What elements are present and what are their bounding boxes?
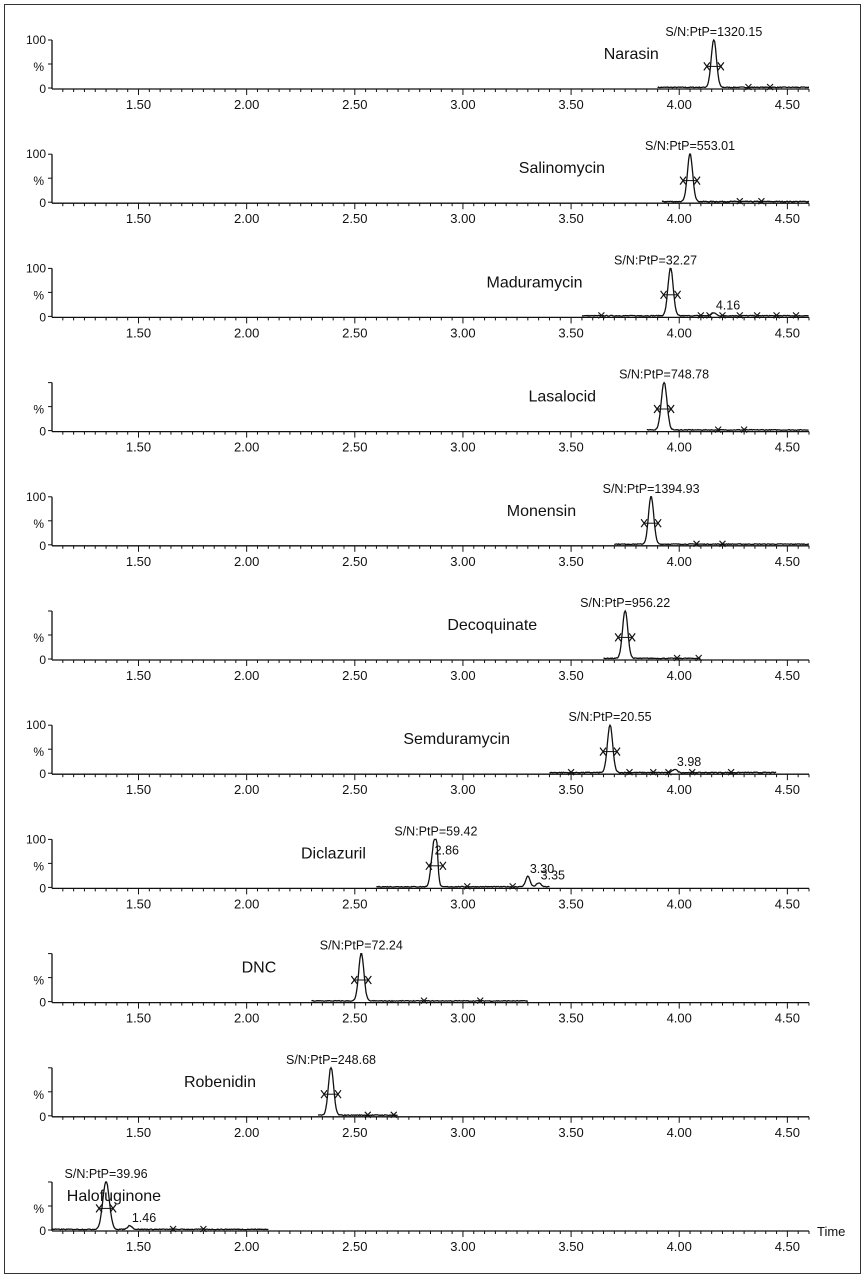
x-tick-label: 4.50 bbox=[774, 439, 801, 455]
chromatogram-panel-dnc bbox=[33, 939, 809, 1026]
x-tick-label: 4.00 bbox=[666, 439, 692, 455]
y-tick-label-0: 0 bbox=[39, 653, 46, 667]
x-tick-label: 4.50 bbox=[774, 1124, 801, 1140]
x-tick-label: 2.00 bbox=[234, 896, 260, 912]
compound-name: Diclazuril bbox=[301, 845, 366, 863]
y-axis-label-percent: % bbox=[33, 288, 44, 303]
y-tick-label-0: 0 bbox=[39, 538, 46, 553]
y-tick-label-100: 100 bbox=[25, 33, 46, 47]
chromatogram-panel-salinomycin bbox=[26, 139, 809, 226]
x-tick-label: 2.50 bbox=[342, 1010, 368, 1026]
x-tick-label: 2.00 bbox=[234, 553, 260, 569]
y-axis-label-percent: % bbox=[33, 60, 44, 74]
peak-annotation: 4.16 bbox=[715, 298, 741, 313]
chromatogram-trace bbox=[658, 40, 809, 88]
signal-to-noise-label: S/N:PtP=553.01 bbox=[645, 139, 736, 154]
compound-name: Robenidin bbox=[183, 1073, 257, 1091]
chromatogram-panel-narasin bbox=[26, 25, 809, 112]
peak-annotation: 3.35 bbox=[540, 868, 565, 883]
chromatogram-trace bbox=[318, 1068, 398, 1116]
x-tick-label: 2.50 bbox=[342, 896, 368, 912]
chromatogram-trace bbox=[550, 725, 777, 773]
signal-to-noise-label: S/N:PtP=39.96 bbox=[64, 1167, 148, 1181]
x-tick-label: 1.50 bbox=[125, 1239, 152, 1254]
signal-to-noise-label: S/N:PtP=1394.93 bbox=[602, 481, 700, 496]
x-tick-label: 3.50 bbox=[558, 97, 584, 112]
x-tick-label: 4.00 bbox=[666, 782, 692, 798]
x-tick-label: 4.00 bbox=[666, 668, 692, 683]
signal-to-noise-label: S/N:PtP=1320.15 bbox=[665, 25, 763, 39]
y-axis-label-percent: % bbox=[33, 516, 44, 531]
y-tick-label-100: 100 bbox=[25, 147, 46, 162]
x-tick-label: 2.00 bbox=[234, 1124, 260, 1140]
chromatogram-trace bbox=[647, 383, 809, 431]
compound-name: Monensin bbox=[506, 502, 577, 520]
x-tick-label: 4.00 bbox=[666, 211, 692, 227]
y-axis-label-percent: % bbox=[33, 402, 44, 417]
x-tick-label: 4.50 bbox=[774, 668, 801, 683]
x-tick-label: 4.50 bbox=[774, 896, 801, 912]
y-tick-label-0: 0 bbox=[39, 881, 46, 896]
x-tick-label: 2.50 bbox=[342, 97, 368, 112]
x-tick-label: 3.50 bbox=[558, 668, 584, 683]
x-tick-label: 4.50 bbox=[774, 325, 801, 341]
signal-to-noise-label: S/N:PtP=248.68 bbox=[286, 1052, 377, 1067]
x-tick-label: 4.50 bbox=[774, 97, 801, 112]
x-tick-label: 4.50 bbox=[774, 1239, 801, 1254]
signal-to-noise-label: S/N:PtP=72.24 bbox=[319, 938, 403, 953]
x-tick-label: 2.50 bbox=[342, 782, 368, 798]
x-tick-label: 1.50 bbox=[125, 896, 152, 912]
x-tick-label: 4.00 bbox=[666, 97, 692, 112]
chromatogram-panel-diclazuril bbox=[26, 824, 809, 911]
peak-annotation: 3.98 bbox=[676, 754, 702, 769]
x-tick-label: 3.00 bbox=[450, 668, 476, 683]
x-tick-label: 4.50 bbox=[774, 1010, 801, 1026]
x-tick-label: 3.00 bbox=[450, 553, 476, 569]
y-tick-label-0: 0 bbox=[39, 995, 46, 1010]
x-tick-label: 3.50 bbox=[558, 439, 584, 455]
x-axis-title: Time bbox=[817, 1224, 846, 1239]
x-tick-label: 1.50 bbox=[125, 97, 152, 112]
peak-annotation: 2.86 bbox=[434, 843, 460, 858]
compound-name: Decoquinate bbox=[447, 617, 538, 634]
x-tick-label: 4.00 bbox=[666, 553, 692, 569]
x-tick-label: 4.00 bbox=[666, 1239, 692, 1254]
x-tick-label: 4.00 bbox=[666, 896, 692, 912]
x-tick-label: 2.00 bbox=[234, 1010, 260, 1026]
y-axis-label-percent: % bbox=[33, 1087, 44, 1102]
chromatogram-trace bbox=[662, 154, 809, 202]
x-tick-label: 2.00 bbox=[234, 211, 260, 227]
x-tick-label: 4.50 bbox=[774, 553, 801, 569]
x-tick-label: 4.50 bbox=[774, 782, 801, 798]
x-tick-label: 3.50 bbox=[558, 1010, 584, 1026]
x-tick-label: 2.50 bbox=[342, 1124, 368, 1140]
compound-name: DNC bbox=[241, 959, 277, 977]
x-tick-label: 2.00 bbox=[234, 439, 260, 455]
x-tick-label: 4.00 bbox=[666, 1124, 692, 1140]
x-tick-label: 1.50 bbox=[125, 325, 152, 341]
y-axis-label-percent: % bbox=[33, 174, 44, 189]
chromatogram-trace bbox=[604, 611, 701, 659]
x-tick-label: 2.50 bbox=[342, 325, 368, 341]
signal-to-noise-label: S/N:PtP=59.42 bbox=[394, 824, 478, 839]
chromatogram-panel-lasalocid bbox=[33, 368, 809, 455]
y-tick-label-100: 100 bbox=[25, 261, 46, 276]
signal-to-noise-label: S/N:PtP=20.55 bbox=[568, 710, 652, 725]
x-tick-label: 2.50 bbox=[342, 1239, 368, 1254]
x-tick-label: 3.00 bbox=[450, 439, 476, 455]
compound-name: Maduramycin bbox=[486, 274, 583, 292]
signal-to-noise-label: S/N:PtP=32.27 bbox=[614, 253, 698, 268]
x-tick-label: 2.50 bbox=[342, 211, 368, 227]
peak-annotation: 3.30 bbox=[529, 861, 555, 876]
chromatogram-panel-semduramycin bbox=[26, 710, 809, 797]
y-tick-label-0: 0 bbox=[39, 424, 46, 439]
y-tick-label-0: 0 bbox=[39, 196, 46, 211]
x-tick-label: 2.00 bbox=[234, 668, 260, 683]
chromatogram-panel-halofuginone bbox=[33, 1167, 809, 1254]
y-tick-label-0: 0 bbox=[39, 82, 46, 96]
x-tick-label: 1.50 bbox=[125, 1124, 152, 1140]
x-tick-label: 1.50 bbox=[125, 439, 152, 455]
y-axis-label-percent: % bbox=[33, 745, 44, 760]
x-tick-label: 1.50 bbox=[125, 1010, 152, 1026]
x-tick-label: 4.00 bbox=[666, 325, 692, 341]
signal-to-noise-label: S/N:PtP=748.78 bbox=[619, 367, 710, 382]
y-axis-label-percent: % bbox=[33, 631, 44, 645]
x-tick-label: 3.50 bbox=[558, 1124, 584, 1140]
y-axis-label-percent: % bbox=[33, 973, 44, 988]
chromatogram-trace bbox=[312, 954, 528, 1002]
y-tick-label-0: 0 bbox=[39, 1109, 46, 1124]
y-tick-label-100: 100 bbox=[25, 718, 46, 733]
x-tick-label: 3.00 bbox=[450, 325, 476, 341]
x-tick-label: 2.00 bbox=[234, 782, 260, 798]
x-tick-label: 2.50 bbox=[342, 439, 368, 455]
y-tick-label-0: 0 bbox=[39, 1224, 46, 1238]
chromatogram-panel-robenidin bbox=[33, 1053, 809, 1140]
signal-to-noise-label: S/N:PtP=956.22 bbox=[580, 596, 671, 610]
x-tick-label: 3.50 bbox=[558, 1239, 584, 1254]
compound-name: Lasalocid bbox=[528, 388, 597, 406]
x-tick-label: 1.50 bbox=[125, 553, 152, 569]
x-tick-label: 3.50 bbox=[558, 782, 584, 798]
chromatogram-panel-decoquinate bbox=[33, 596, 809, 683]
x-tick-label: 3.00 bbox=[450, 1239, 476, 1254]
compound-name: Semduramycin bbox=[403, 731, 511, 749]
x-tick-label: 2.50 bbox=[342, 668, 368, 683]
compound-name: Narasin bbox=[603, 46, 659, 63]
x-tick-label: 2.00 bbox=[234, 325, 260, 341]
x-tick-label: 2.50 bbox=[342, 553, 368, 569]
x-tick-label: 3.50 bbox=[558, 211, 584, 227]
x-tick-label: 3.00 bbox=[450, 97, 476, 112]
peak-annotation: 1.46 bbox=[131, 1211, 157, 1226]
y-tick-label-0: 0 bbox=[39, 767, 46, 782]
x-tick-label: 3.00 bbox=[450, 896, 476, 912]
y-axis-label-percent: % bbox=[33, 1202, 44, 1216]
x-tick-label: 3.00 bbox=[450, 1124, 476, 1140]
compound-name: Salinomycin bbox=[518, 160, 606, 178]
compound-name: Halofuginone bbox=[66, 1188, 162, 1205]
x-tick-label: 3.00 bbox=[450, 782, 476, 798]
chromatogram-trace bbox=[582, 269, 809, 317]
chromatogram-trace bbox=[376, 839, 549, 887]
x-tick-label: 4.50 bbox=[774, 211, 801, 227]
x-tick-label: 3.00 bbox=[450, 1010, 476, 1026]
x-tick-label: 3.50 bbox=[558, 325, 584, 341]
x-tick-label: 1.50 bbox=[125, 782, 152, 798]
x-tick-label: 3.50 bbox=[558, 896, 584, 912]
x-tick-label: 3.50 bbox=[558, 553, 584, 569]
y-tick-label-100: 100 bbox=[25, 489, 46, 504]
x-tick-label: 2.00 bbox=[234, 1239, 260, 1254]
x-tick-label: 1.50 bbox=[125, 668, 152, 683]
chromatogram-trace bbox=[614, 497, 809, 545]
y-axis-label-percent: % bbox=[33, 859, 44, 874]
chromatogram-panel-monensin bbox=[26, 482, 809, 569]
y-tick-label-100: 100 bbox=[25, 832, 46, 847]
x-tick-label: 2.00 bbox=[234, 97, 260, 112]
x-tick-label: 4.00 bbox=[666, 1010, 692, 1026]
x-tick-label: 3.00 bbox=[450, 211, 476, 227]
y-tick-label-0: 0 bbox=[39, 310, 46, 325]
x-tick-label: 1.50 bbox=[125, 211, 152, 227]
chromatogram-panel-maduramycin bbox=[26, 253, 809, 340]
